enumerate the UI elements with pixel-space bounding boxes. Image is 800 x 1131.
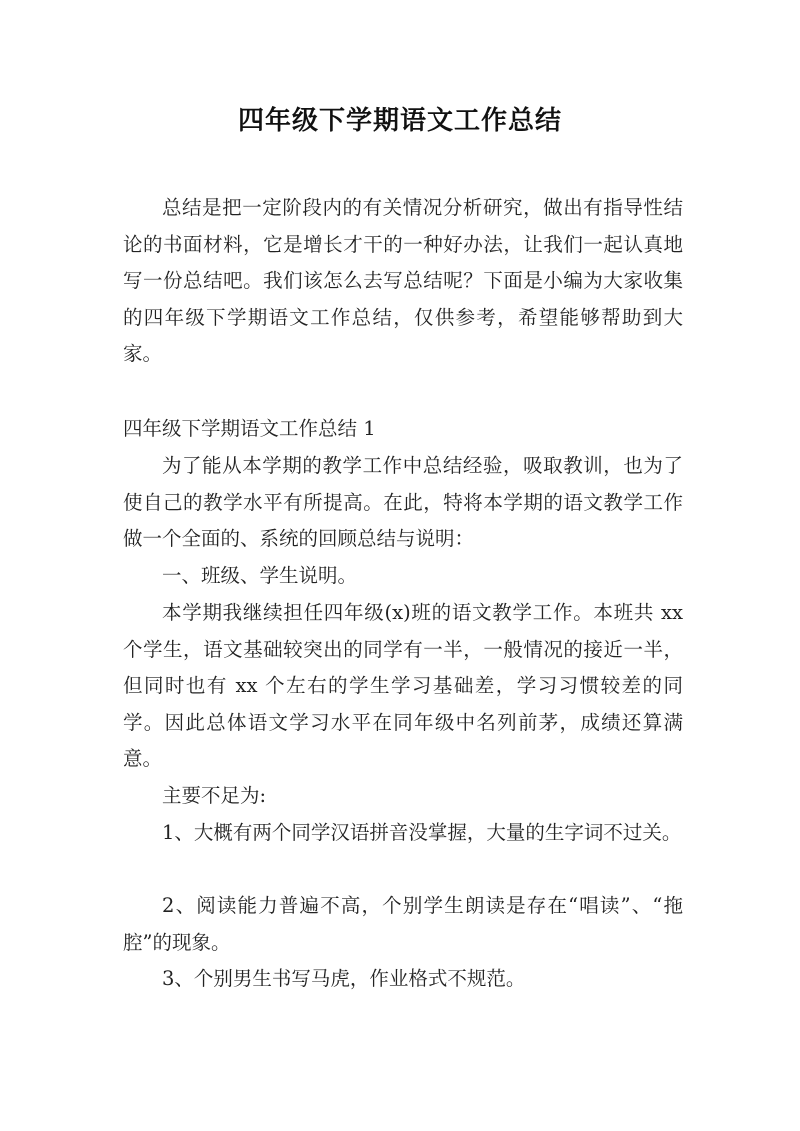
body-paragraph-3: 本学期我继续担任四年级(x)班的语文教学工作。本班共 xx 个学生，语文基础较突出的同学有一半，一般情况的接近一半，但同时也有 xx 个左右的学生学习基础差，学习习惯较差的同学。因此总体语文学习水平在同年级中名列前茅，成绩还算满意。 (123, 601, 683, 770)
body-paragraph-7: 3、个别男生书写马虎，作业格式不规范。 (162, 967, 526, 990)
section-title: 四年级下学期语文工作总结 1 (123, 417, 376, 440)
body-paragraph-4: 主要不足为: (162, 784, 267, 807)
body-paragraph-1: 为了能从本学期的教学工作中总结经验，吸取教训，也为了使自己的教学水平有所提高。在此，特将本学期的语文教学工作做一个全面的、系统的回顾总结与说明： (123, 454, 683, 550)
body-paragraph-5: 1、大概有两个同学汉语拼音没掌握，大量的生字词不过关。 (162, 821, 682, 844)
document-title: 四年级下学期语文工作总结 (237, 106, 562, 136)
body-paragraph-6: 2、阅读能力普遍不高，个别学生朗读是存在“唱读”、“拖腔”的现象。 (123, 894, 683, 954)
intro-paragraph: 总结是把一定阶段内的有关情况分析研究，做出有指导性结论的书面材料，它是增长才干的一种好办法，让我们一起认真地写一份总结吧。我们该怎么去写总结呢？下面是小编为大家收集的四年级下学期语文工作总结，仅供参考，希望能够帮助到大家。 (123, 196, 683, 365)
body-paragraph-2: 一、班级、学生说明。 (162, 564, 358, 587)
